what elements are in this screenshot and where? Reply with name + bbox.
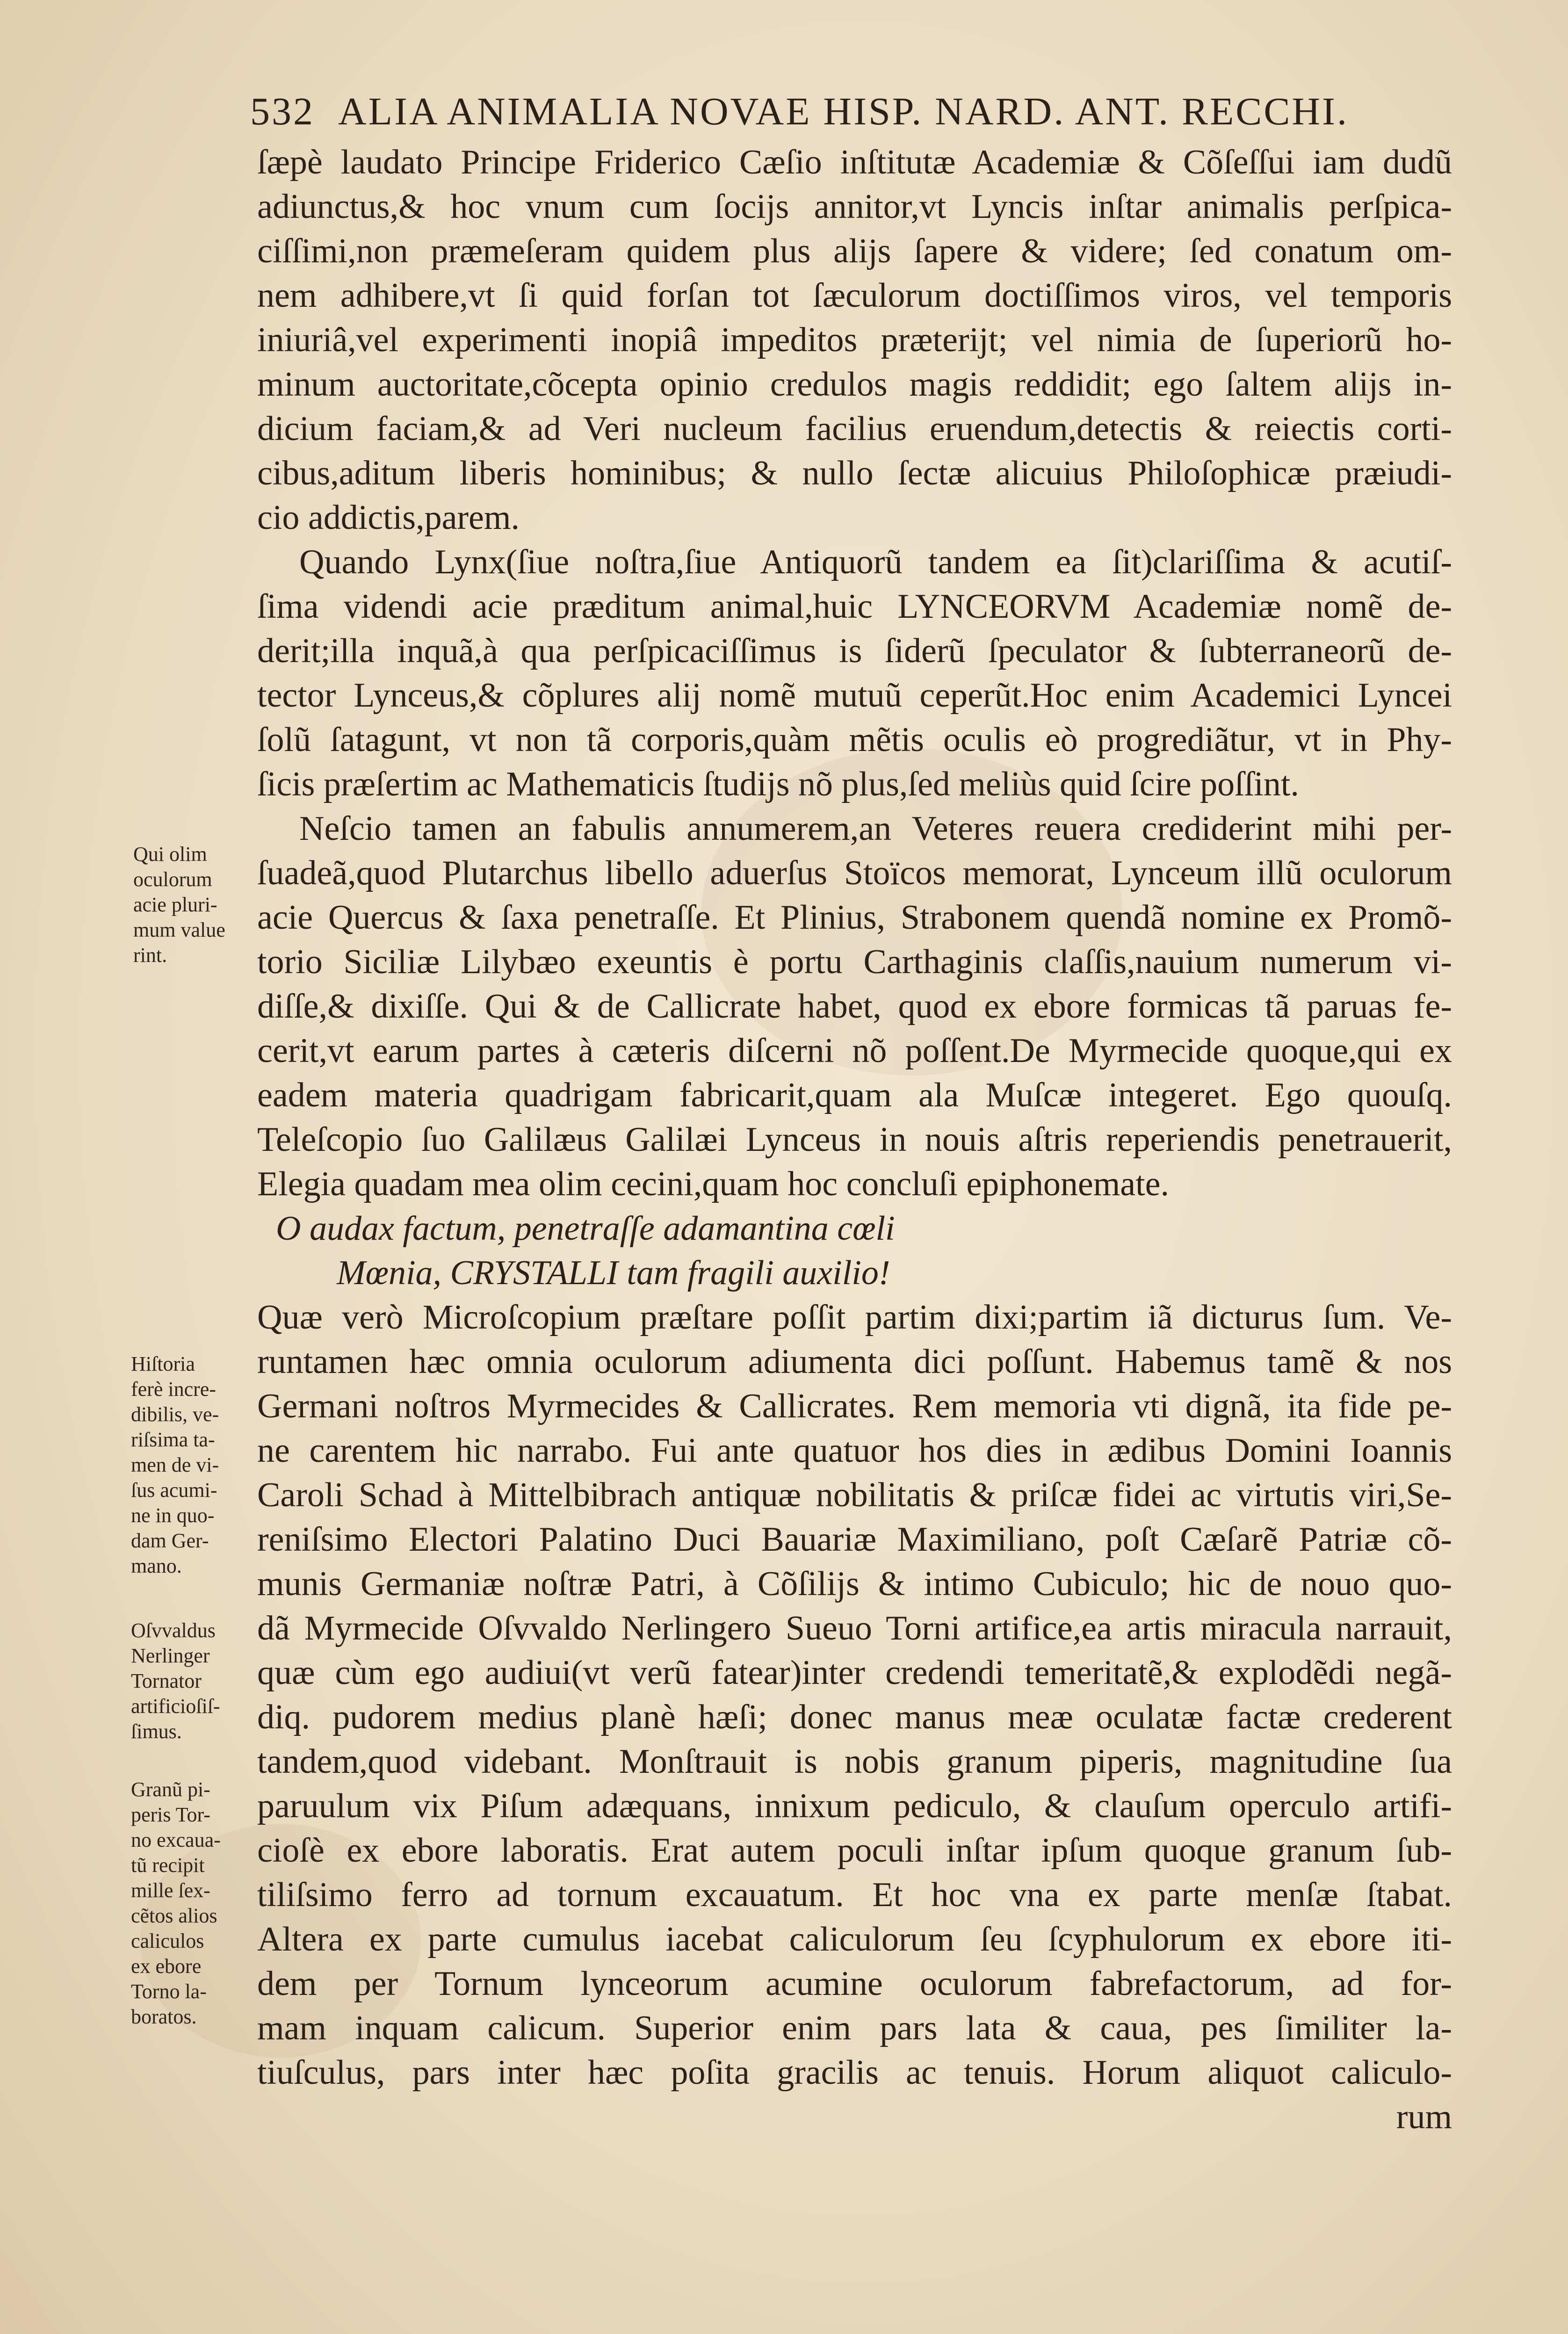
running-title: ALIA ANIMALIA NOVAE HISP. NARD. ANT. RECCHI. <box>338 90 1349 133</box>
body-text <box>257 140 1452 2139</box>
text-line: cio addictis,parem. <box>257 499 520 537</box>
text-line: Neſcio tamen an fabulis annumerem,an Veteres reuera crediderint mihi per- <box>299 809 1452 848</box>
text-line: diq. pudorem medius planè hæſi; donec manus meæ oculatæ factæ crederent <box>257 1698 1452 1736</box>
margin-note-line: peris Tor- <box>131 1803 210 1826</box>
margin-note-line: Qui olim <box>133 843 207 866</box>
text-line: cerit,vt earum partes à cæteris diſcerni nõ poſſent.De Myrmecide quoque,qui ex <box>257 1032 1452 1070</box>
text-line: ne carentem hic narrabo. Fui ante quatuor hos dies in ædibus Domini Ioannis <box>257 1431 1452 1470</box>
text-line: Altera ex parte cumulus iacebat caliculorum ſeu ſcyphulorum ex ebore iti- <box>257 1920 1452 1958</box>
text-line: ciſſimi,non præmeſeram quidem plus alijs ſapere & videre; ſed conatum om- <box>257 232 1452 270</box>
margin-note-line: acie pluri- <box>133 893 217 916</box>
margin-note <box>131 1777 234 2030</box>
text-line: cibus,aditum liberis hominibus; & nullo ſectæ alicuius Philoſophicæ præiudi- <box>257 454 1452 492</box>
verse-line: Mœnia, CRYSTALLI tam fragili auxilio! <box>337 1254 890 1292</box>
margin-note-line: men de vi- <box>131 1453 219 1476</box>
text-line: adiunctus,& hoc vnum cum ſocijs annitor,vt Lyncis inſtar animalis perſpica- <box>257 188 1452 226</box>
margin-note-line: ne in quo- <box>131 1504 215 1527</box>
text-line: tiuſculus, pars inter hæc poſita gracilis ac tenuis. Horum aliquot caliculo- <box>257 2053 1452 2092</box>
text-line: Caroli Schad à Mittelbibrach antiquæ nobilitatis & priſcæ fidei ac virtutis viri,Se- <box>257 1476 1452 1514</box>
margin-note-line: riſsima ta- <box>131 1428 215 1451</box>
margin-note <box>131 1618 234 1744</box>
margin-note-line: boratos. <box>131 2005 197 2028</box>
margin-note-line: Oſvvaldus <box>131 1619 216 1642</box>
margin-note-line: no excaua- <box>131 1828 221 1851</box>
text-line: munis Germaniæ noſtræ Patri, à Cõſilijs & intimo Cubiculo; hic de nouo quo- <box>257 1565 1452 1603</box>
margin-note-line: caliculos <box>131 1929 204 1952</box>
text-line: acie Quercus & ſaxa penetraſſe. Et Plinius, Strabonem quendã nomine ex Promõ- <box>257 898 1452 937</box>
margin-note-line: ſus acumi- <box>131 1479 217 1502</box>
text-line: ſima videndi acie præditum animal,huic LYNCEORVM Academiæ nomẽ de- <box>257 587 1452 626</box>
text-line: diſſe,& dixiſſe. Qui & de Callicrate habet, quod ex ebore formicas tã paruas fe- <box>257 987 1452 1026</box>
text-line: ſolũ ſatagunt, vt non tã corporis,quàm mẽtis oculis eò progrediãtur, vt in Phy- <box>257 721 1452 759</box>
text-line: quæ cùm ego audiui(vt verũ fatear)inter credendi temeritatẽ,& explodẽdi negã- <box>257 1654 1452 1692</box>
margin-note-line: dibilis, ve- <box>131 1403 219 1426</box>
margin-note <box>131 1351 234 1579</box>
running-head <box>250 89 1447 134</box>
text-line: ſicis præſertim ac Mathematicis ſtudijs nõ plus,ſed meliùs quid ſcire poſſint. <box>257 765 1299 803</box>
margin-note-line: Granũ pi- <box>131 1778 210 1801</box>
text-line: mam inquam calicum. Superior enim pars lata & caua, pes ſimiliter la- <box>257 2009 1452 2047</box>
text-line: Elegia quadam mea olim cecini,quam hoc concluſi epiphonemate. <box>257 1165 1170 1203</box>
text-line: cioſè ex ebore laboratis. Erat autem poculi inſtar ipſum quoque granum ſub- <box>257 1831 1452 1870</box>
text-line: Teleſcopio ſuo Galilæus Galilæi Lynceus in nouis aſtris reperiendis penetrauerit, <box>257 1120 1452 1159</box>
margin-note-line: mille ſex- <box>131 1879 210 1902</box>
text-line: reniſsimo Electori Palatino Duci Bauariæ Maximiliano, poſt Cæſarẽ Patriæ cõ- <box>257 1520 1452 1559</box>
margin-note-line: ex ebore <box>131 1955 202 1978</box>
verse-line: O audax factum, penetraſſe adamantina cœli <box>276 1209 895 1248</box>
margin-note-line: mum value <box>133 918 225 941</box>
text-line: ſæpè laudato Principe Friderico Cæſio inſtitutæ Academiæ & Cõſeſſui iam dudũ <box>257 143 1452 181</box>
text-line: Quæ verò Microſcopium præſtare poſſit partim dixi;partim iã dicturus ſum. Ve- <box>257 1298 1452 1337</box>
text-line: minum auctoritate,cõcepta opinio credulos magis reddidit; ego ſaltem alijs in- <box>257 365 1452 404</box>
text-line: iniuriâ,vel experimenti inopiâ impeditos præterijt; vel nimia de ſuperiorũ ho- <box>257 321 1452 359</box>
text-line: tiliſsimo ferro ad tornum excauatum. Et hoc vna ex parte menſæ ſtabat. <box>257 1876 1452 1914</box>
text-line: dem per Tornum lynceorum acumine oculorum fabrefactorum, ad for- <box>257 1965 1452 2003</box>
text-line: tector Lynceus,& cõplures alij nomẽ mutuũ ceperũt.Hoc enim Academici Lyncei <box>257 676 1452 715</box>
margin-note-line: cẽtos alios <box>131 1904 217 1927</box>
text-line: nem adhibere,vt ſi quid forſan tot ſæculorum doctiſſimos viros, vel temporis <box>257 276 1452 315</box>
margin-note-line: ſimus. <box>131 1720 182 1743</box>
text-line: runtamen hæc omnia oculorum adiumenta dici poſſunt. Habemus tamẽ & nos <box>257 1343 1452 1381</box>
catchword: rum <box>1396 2098 1452 2136</box>
text-line: Quando Lynx(ſiue noſtra,ſiue Antiquorũ tandem ea ſit)clariſſima & acutiſ- <box>299 543 1452 581</box>
text-line: dicium faciam,& ad Veri nucleum facilius eruendum,detectis & reiectis corti- <box>257 410 1452 448</box>
margin-note-line: Tornator <box>131 1669 202 1692</box>
margin-note-line: Torno la- <box>131 1980 207 2003</box>
text-line: dã Myrmecide Oſvvaldo Nerlingero Sueuo Torni artifice,ea artis miracula narrauit, <box>257 1609 1452 1648</box>
margin-note-line: Nerlinger <box>131 1644 210 1667</box>
margin-note-line: dam Ger- <box>131 1529 209 1552</box>
margin-note-line: ferè incre- <box>131 1378 216 1401</box>
text-line: ſuadeã,quod Plutarchus libello aduerſus Stoïcos memorat, Lynceum illũ oculorum <box>257 854 1452 892</box>
text-line: Germani noſtros Myrmecides & Callicrates. Rem memoria vti dignã, ita fide pe- <box>257 1387 1452 1425</box>
page-number: 532 <box>250 90 315 133</box>
margin-note-line: tũ recipit <box>131 1854 205 1877</box>
margin-note-line: mano. <box>131 1554 182 1577</box>
margin-note-line: Hiſtoria <box>131 1352 195 1375</box>
text-line: torio Siciliæ Lilybæo exeuntis è portu Carthaginis claſſis,nauium numerum vi- <box>257 943 1452 981</box>
text-line: derit;illa inquã,à qua perſpicaciſſimus is ſiderũ ſpeculator & ſubterraneorũ de- <box>257 632 1452 670</box>
text-line: eadem materia quadrigam fabricarit,quam ala Muſcæ integeret. Ego quouſq. <box>257 1076 1452 1114</box>
margin-note <box>133 842 236 968</box>
text-line: paruulum vix Piſum adæquans, innixum pediculo, & clauſum operculo artifi- <box>257 1787 1452 1825</box>
text-line: tandem,quod videbant. Monſtrauit is nobis granum piperis, magnitudine ſua <box>257 1742 1452 1781</box>
margin-note-line: rint. <box>133 944 167 967</box>
margin-note-line: artificioſiſ- <box>131 1695 220 1718</box>
margin-note-line: oculorum <box>133 868 212 891</box>
